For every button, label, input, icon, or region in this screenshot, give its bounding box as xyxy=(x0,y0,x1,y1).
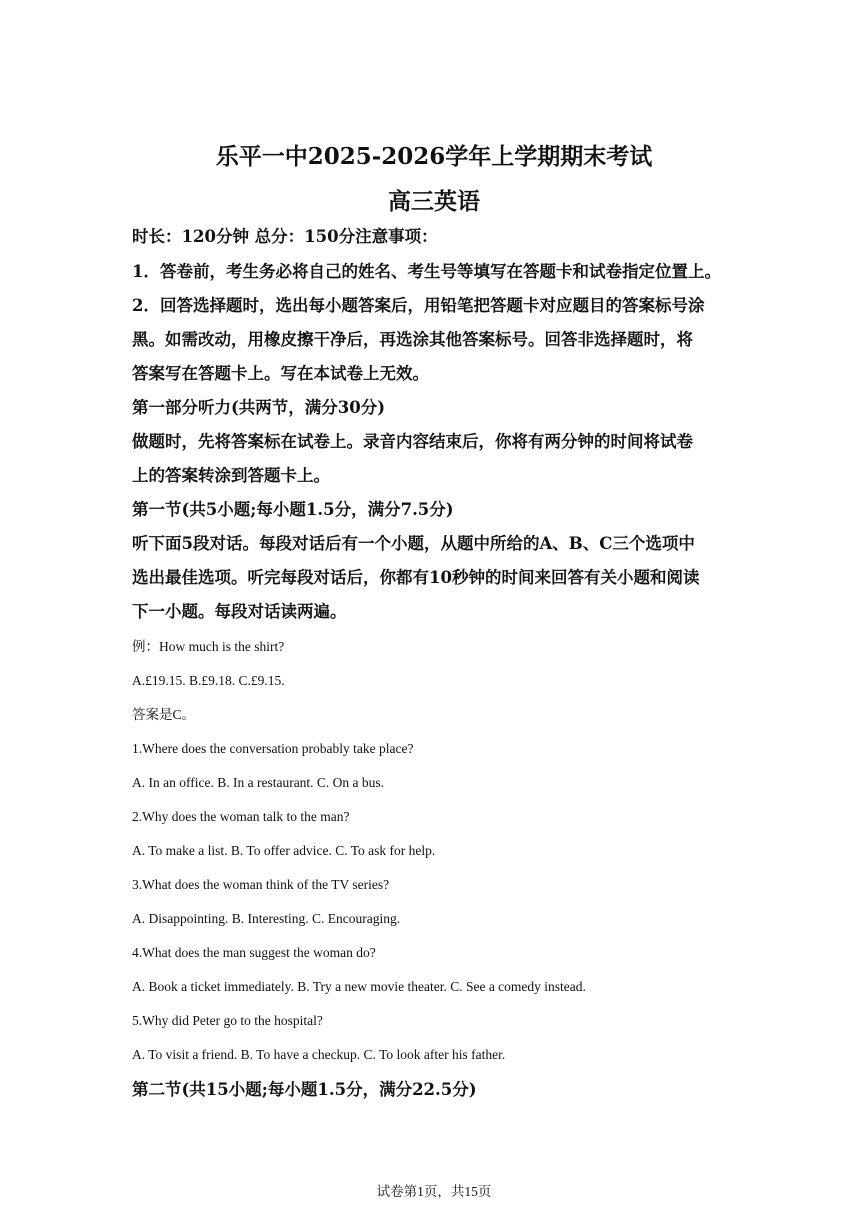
exam-title: 乐平一中2025-2026学年上学期期末考试 xyxy=(215,143,653,170)
section-one-instruction-line-1: 听下面5段对话。每段对话后有一个小题，从题中所给的A、B、C三个选项中 xyxy=(132,534,695,553)
section-two-heading: 第二节(共15小题;每小题1.5分，满分22.5分) xyxy=(132,1080,477,1099)
question-5-options: A. To visit a friend. B. To have a checkup. C. To look after his father. xyxy=(132,1047,506,1062)
question-4-options: A. Book a ticket immediately. B. Try a new movie theater. C. See a comedy instead. xyxy=(132,979,586,994)
page-footer: 试卷第1页，共15页 xyxy=(376,1184,492,1199)
question-5: 5.Why did Peter go to the hospital? xyxy=(132,1013,323,1028)
question-3: 3.What does the woman think of the TV series? xyxy=(132,877,390,892)
instruction-2-line-1: 2．回答选择题时，选出每小题答案后，用铅笔把答题卡对应题目的答案标号涂 xyxy=(132,296,705,315)
example-answer: 答案是C。 xyxy=(132,707,196,722)
section-one-heading: 第一节(共5小题;每小题1.5分，满分7.5分) xyxy=(132,500,454,519)
part-one-instruction-line-2: 上的答案转涂到答题卡上。 xyxy=(132,466,330,485)
question-1: 1.Where does the conversation probably take place? xyxy=(132,741,414,756)
example-question: 例：How much is the shirt? xyxy=(132,639,285,654)
example-options: A.£19.15. B.£9.18. C.£9.15. xyxy=(132,673,285,688)
question-2: 2.Why does the woman talk to the man? xyxy=(132,809,350,824)
instruction-2-line-2: 黑。如需改动，用橡皮擦干净后，再选涂其他答案标号。回答非选择题时，将 xyxy=(132,330,693,349)
question-2-options: A. To make a list. B. To offer advice. C. To ask for help. xyxy=(132,843,436,858)
part-one-heading: 第一部分听力(共两节，满分30分) xyxy=(132,398,386,417)
exam-subject: 高三英语 xyxy=(388,188,480,215)
section-one-instruction-line-2: 选出最佳选项。听完每段对话后，你都有10秒钟的时间来回答有关小题和阅读 xyxy=(132,568,700,587)
part-one-instruction-line-1: 做题时，先将答案标在试卷上。录音内容结束后，你将有两分钟的时间将试卷 xyxy=(132,432,693,451)
question-3-options: A. Disappointing. B. Interesting. C. Encouraging. xyxy=(132,911,401,926)
instruction-1: 1．答卷前，考生务必将自己的姓名、考生号等填写在答题卡和试卷指定位置上。 xyxy=(132,262,721,281)
question-4: 4.What does the man suggest the woman do? xyxy=(132,945,376,960)
section-one-instruction-line-3: 下一小题。每段对话读两遍。 xyxy=(132,602,347,621)
duration-score-line: 时长：120分钟 总分：150分注意事项： xyxy=(132,227,438,246)
instruction-2-line-3: 答案写在答题卡上。写在本试卷上无效。 xyxy=(132,364,429,383)
question-1-options: A. In an office. B. In a restaurant. C. On a bus. xyxy=(132,775,385,790)
